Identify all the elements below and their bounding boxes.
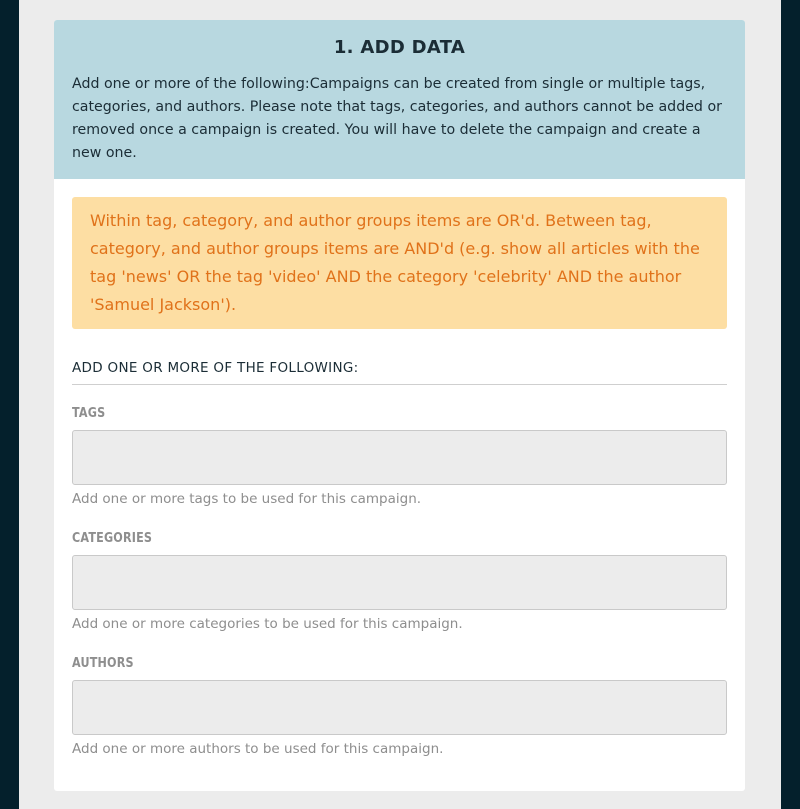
authors-help-text: Add one or more authors to be used for this campaign. — [72, 741, 444, 757]
panel-header — [54, 20, 745, 179]
authors-input[interactable] — [72, 680, 727, 735]
panel-description: Add one or more of the following:Campaigns can be created from single or multiple tags, categories, and authors. Please note that tags, categories, and authors cannot be added or removed once a campaign is created. You will have to delete the campaign and create a new one. — [72, 76, 722, 161]
tags-input[interactable] — [72, 430, 727, 485]
panel-title: 1. ADD DATA — [333, 37, 466, 58]
tags-help-text: Add one or more tags to be used for this campaign. — [72, 491, 422, 507]
authors-label: AUTHORS — [72, 656, 134, 671]
categories-input[interactable] — [72, 555, 727, 610]
info-alert: Within tag, category, and author groups items are OR'd. Between tag, category, and author groups items are AND'd (e.g. show all articles with the tag 'news' OR the tag 'video' AND the category 'celebrity' AND the author 'Samuel Jackson'). — [72, 197, 727, 329]
tags-label: TAGS — [72, 406, 106, 421]
add-data-panel — [54, 20, 745, 791]
categories-help-text: Add one or more categories to be used for this campaign. — [72, 616, 463, 632]
section-heading: ADD ONE OR MORE OF THE FOLLOWING: — [72, 356, 727, 385]
categories-label: CATEGORIES — [72, 531, 153, 546]
